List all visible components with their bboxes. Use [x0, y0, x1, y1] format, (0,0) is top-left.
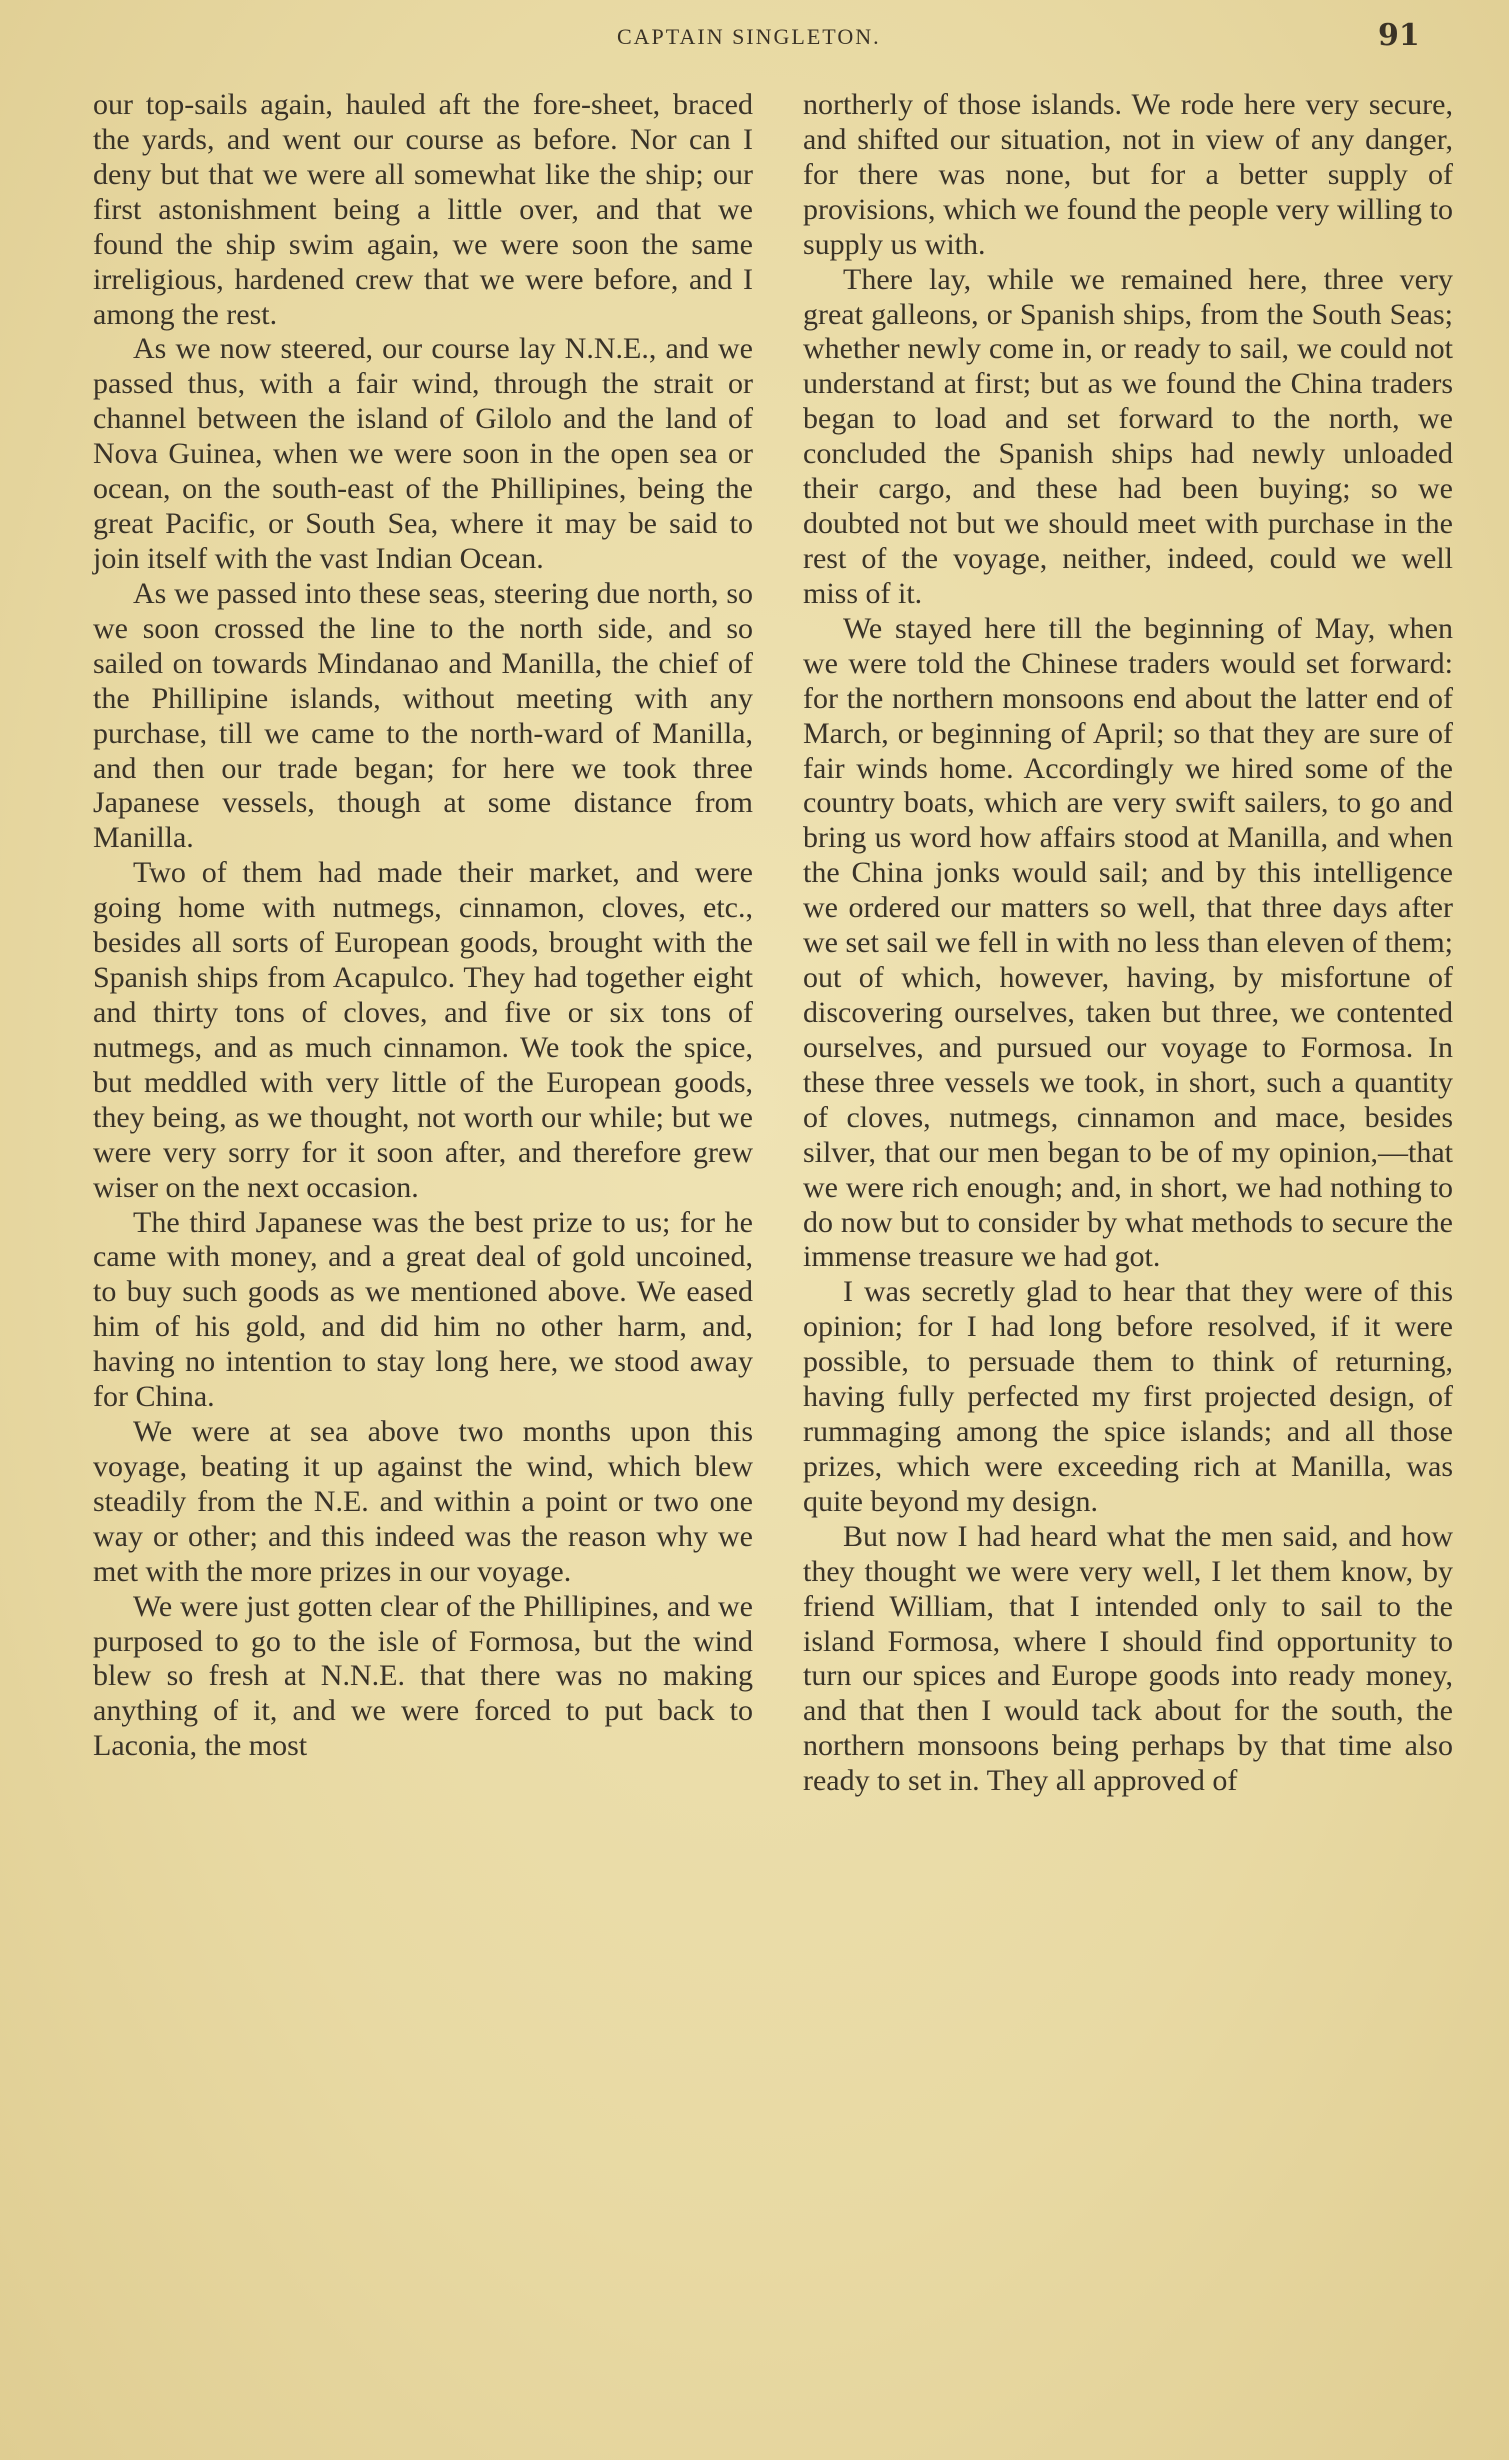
- page-header: [0, 18, 1509, 62]
- right-column: [803, 88, 1453, 1799]
- paragraph: Two of them had made their market, and were going home with nutmegs, cinnamon, cloves, etc., besides all sorts of European goods, brought with the Spanish ships from Acapulco. They had together eight and thirty tons of cloves, and five or six tons of nutmegs, and as much cinnamon. We took the spice, but meddled with very little of the European goods, they being, as we thought, not worth our while; but we were very sorry for it soon after, and therefore grew wiser on the next occasion.: [93, 856, 753, 1204]
- paragraph: We were just gotten clear of the Phillipines, and we purposed to go to the isle of Formosa, but the wind blew so fresh at N.N.E. that there was no making anything of it, and we were forced to put back to Laconia, the most: [93, 1589, 753, 1763]
- paragraph: We stayed here till the beginning of May, when we were told the Chinese traders would set forward: for the northern monsoons end about the latter end of March, or beginning of April; so that they are sure of fair winds home. Accordingly we hired some of the country boats, which are very swift sailers, to go and bring us word how affairs stood at Manilla, and when the China jonks would sail; and by this intelligence we ordered our matters so well, that three days after we set sail we fell in with no less than eleven of them; out of which, however, having, by misfortune of discovering ourselves, taken but three, we contented ourselves, and pursued our voyage to Formosa. In these three vessels we took, in short, such a quantity of cloves, nutmegs, cinnamon and mace, besides silver, that our men began to be of my opinion,—that we were rich enough; and, in short, we had nothing to do now but to consider by what methods to secure the immense treasure we had got.: [803, 611, 1453, 1274]
- paragraph: The third Japanese was the best prize to us; for he came with money, and a great deal of gold uncoined, to buy such goods as we mentioned above. We eased him of his gold, and did him no other harm, and, having no intention to stay long here, we stood away for China.: [93, 1205, 753, 1414]
- running-title: CAPTAIN SINGLETON.: [617, 24, 881, 49]
- paragraph: our top-sails again, hauled aft the fore-sheet, braced the yards, and went our course as before. Nor can I deny but that we were all somewhat like the ship; our first astonishment being a little over, and that we found the ship swim again, we were soon the same irreligious, hardened crew that we were before, and I among the rest.: [93, 88, 753, 331]
- paragraph: northerly of those islands. We rode here very secure, and shifted our situation, not in view of any danger, for there was none, but for a better supply of provisions, which we found the people very willing to supply us with.: [803, 88, 1453, 261]
- left-column: [93, 88, 753, 1764]
- paragraph: As we passed into these seas, steering due north, so we soon crossed the line to the north side, and so sailed on towards Mindanao and Manilla, the chief of the Phillipine islands, without meeting with any purchase, till we came to the north-ward of Manilla, and then our trade began; for here we took three Japanese vessels, though at some distance from Manilla.: [93, 576, 753, 855]
- paragraph: As we now steered, our course lay N.N.E., and we passed thus, with a fair wind, through the strait or channel between the island of Gilolo and the land of Nova Guinea, when we were soon in the open sea or ocean, on the south-east of the Phillipines, being the great Pacific, or South Sea, where it may be said to join itself with the vast Indian Ocean.: [93, 332, 753, 575]
- paragraph: There lay, while we remained here, three very great galleons, or Spanish ships, from the South Seas; whether newly come in, or ready to sail, we could not understand at first; but as we found the China traders began to load and set forward to the north, we concluded the Spanish ships had newly unloaded their cargo, and these had been buying; so we doubted not but we should meet with purchase in the rest of the voyage, neither, indeed, could we well miss of it.: [803, 262, 1453, 610]
- paragraph: We were at sea above two months upon this voyage, beating it up against the wind, which blew steadily from the N.E. and within a point or two one way or other; and this indeed was the reason why we met with the more prizes in our voyage.: [93, 1415, 753, 1588]
- paragraph: I was secretly glad to hear that they were of this opinion; for I had long before resolved, if it were possible, to persuade them to think of returning, having fully perfected my first projected design, of rummaging among the spice islands; and all those prizes, which were exceeding rich at Manilla, was quite beyond my design.: [803, 1275, 1453, 1518]
- paragraph: But now I had heard what the men said, and how they thought we were very well, I let them know, by friend William, that I intended only to sail to the island Formosa, where I should find opportunity to turn our spices and Europe goods into ready money, and that then I would tack about for the south, the northern monsoons being perhaps by that time also ready to set in. They all approved of: [803, 1519, 1453, 1798]
- page-number: 91: [1378, 18, 1420, 53]
